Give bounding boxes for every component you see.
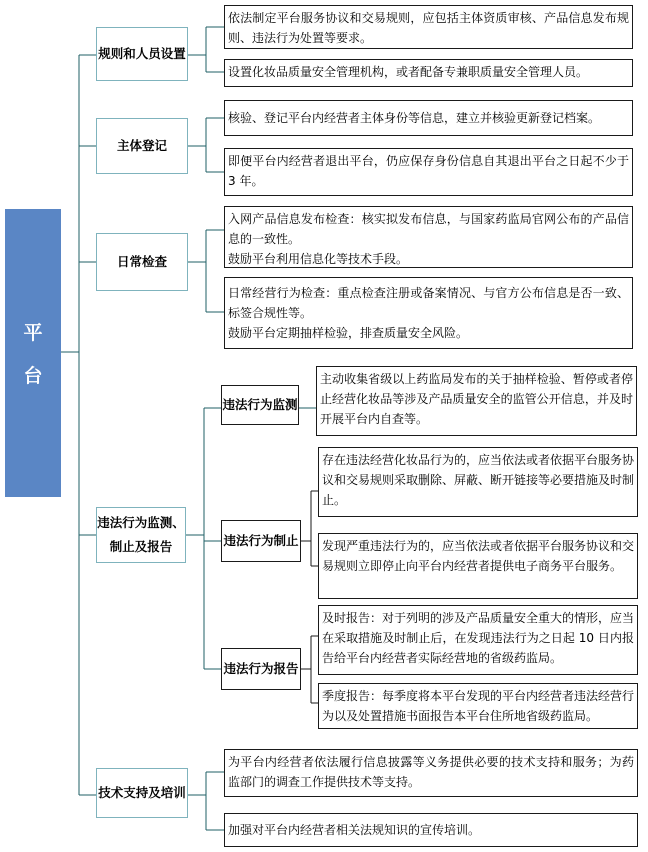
leaf-text: 日常经营行为检查：重点检查注册或备案情况、与官方公布信息是否一致、标签合规性等。 (228, 286, 629, 320)
leaf-text: 加强对平台内经营者相关法规知识的宣传培训。 (228, 823, 481, 837)
branch-label: 日常检查 (116, 254, 167, 269)
leaf-quarterly-report (318, 683, 638, 729)
connector-b4-subs (186, 408, 221, 669)
leaf-training (224, 813, 638, 847)
branch-entity-registration (96, 118, 188, 174)
root-label-line2: 台 (23, 365, 43, 387)
leaf-text: 及时报告：对于列明的涉及产品质量安全重大的情形，应当在采取措施及时制止后，在发现违法行为之日起 10 日内报告给平台内经营者实际经营地的省级药监局。 (322, 611, 635, 665)
leaf-text: 存在违法经营化妆品行为的，应当依法或者依据平台服务协议和交易规则采取删除、屏蔽、断开链接等必要措施及时制止。 (322, 453, 635, 507)
connector-sub2-leaves (301, 491, 318, 566)
leaf-quality-staff (224, 59, 633, 87)
sub-branch-label: 违法行为监测 (222, 397, 298, 412)
connector-b1-leaves (188, 27, 224, 72)
leaf-text: 即便平台内经营者退出平台，仍应保存身份信息自其退出平台之日起不少于 3 年。 (228, 154, 629, 188)
branch-violation-monitoring (96, 507, 186, 563)
leaf-text: 鼓励平台利用信息化等技术手段。 (228, 252, 409, 266)
leaf-text: 季度报告：每季度将本平台发现的平台内经营者违法经营行为以及处置措施书面报告本平台住所地省级药监局。 (322, 689, 635, 723)
root-label-line1: 平 (23, 322, 43, 344)
sub-branch-label: 违法行为制止 (223, 533, 299, 548)
branch-label-line2: 制止及报告 (109, 539, 173, 554)
leaf-stop-measures (318, 447, 638, 517)
branch-label: 技术支持及培训 (98, 785, 186, 800)
leaf-retain-info (224, 148, 633, 196)
leaf-text: 核验、登记平台内经营者主体身份等信息，建立并核验更新登记档案。 (228, 111, 601, 125)
connector-b3-leaves (188, 230, 224, 312)
connector-sub3-leaves (301, 636, 318, 703)
leaf-daily-business-check (224, 277, 633, 349)
connector-b5-leaves (188, 772, 224, 830)
connector-b2-leaves (188, 118, 224, 172)
branch-label: 规则和人员设置 (98, 46, 186, 61)
branch-tech-support-training (96, 768, 188, 818)
leaf-monitoring (316, 366, 637, 436)
sub-branch-label: 违法行为报告 (223, 661, 299, 676)
leaf-text: 发现严重违法行为的，应当依法或者依据平台服务协议和交易规则立即停止向平台内经营者提供电子商务平台服务。 (322, 539, 635, 573)
sub-branch-stop (221, 520, 301, 562)
leaf-verify-register (224, 100, 633, 136)
leaf-text: 为平台内经营者依法履行信息披露等义务提供必要的技术支持和服务；为药监部门的调查工作提供技术等支持。 (228, 755, 634, 789)
leaf-text: 入网产品信息发布检查：核实拟发布信息，与国家药监局官网公布的产品信息的一致性。 (228, 212, 629, 246)
leaf-timely-report (318, 605, 638, 675)
leaf-online-info-check (224, 206, 633, 268)
leaf-text: 依法制定平台服务协议和交易规则，应包括主体资质审核、产品信息发布规则、违法行为处置等要求。 (228, 11, 629, 45)
branch-routine-inspection (96, 233, 188, 291)
leaf-stop-service (318, 533, 638, 599)
leaf-text: 设置化妆品质量安全管理机构，或者配备专兼职质量安全管理人员。 (228, 65, 589, 79)
leaf-tech-support (224, 749, 638, 797)
leaf-text: 鼓励平台定期抽样检验，排查质量安全风险。 (228, 326, 469, 340)
sub-branch-monitoring (221, 385, 299, 425)
branch-rules-and-personnel (96, 27, 188, 81)
leaf-rules (224, 5, 633, 49)
leaf-text: 主动收集省级以上药监局发布的关于抽样检验、暂停或者停止经营化妆品等涉及产品质量安全的监管公开信息，并及时开展平台内自查等。 (320, 372, 633, 426)
root-node-platform (5, 209, 61, 497)
branch-label: 主体登记 (116, 138, 167, 153)
branch-label-line1: 违法行为监测、 (97, 515, 185, 530)
sub-branch-report (221, 648, 301, 690)
